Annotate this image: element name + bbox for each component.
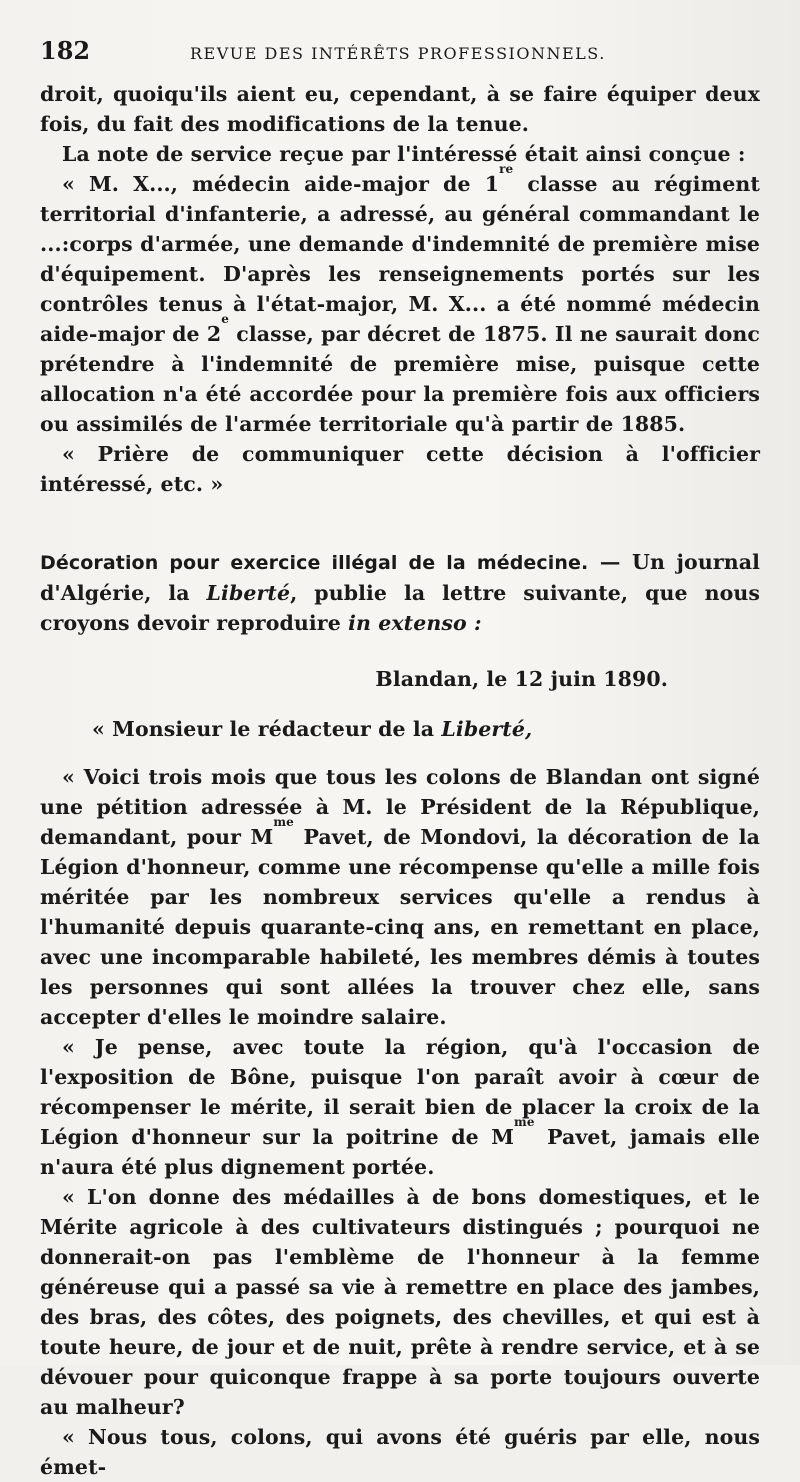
text-run: — Un journal d'Algérie, la bbox=[40, 550, 760, 605]
section-heading: Décoration pour exercice illégal de la médecine. bbox=[40, 552, 589, 574]
italic-run: Liberté, bbox=[441, 717, 533, 741]
page-number: 182 bbox=[40, 36, 91, 65]
text-run: « Je pense, avec toute la région, qu'à l'occasion de l'exposition de Bône, puisque l'on paraît avoir à cœur de récompenser le mérite, il serait bien de placer la croix de la Légion d'honneur sur la poitrine de M bbox=[40, 1035, 760, 1149]
text-run: Pavet, jamais elle n'aura été plus dignement portée. bbox=[40, 1125, 760, 1179]
italic-run: Liberté bbox=[206, 581, 291, 605]
paragraph: « Nous tous, colons, qui avons été guéris par elle, nous émet- bbox=[40, 1425, 760, 1479]
text-run: , publie la lettre suivante, que nous croyons devoir reproduire bbox=[40, 581, 760, 635]
superscript: re bbox=[499, 162, 514, 176]
paragraph bbox=[40, 1032, 760, 1182]
paragraph: « Prière de communiquer cette décision à l'officier intéressé, etc. » bbox=[40, 442, 760, 496]
page-header bbox=[40, 36, 760, 65]
text-run: classe, par décret de 1875. Il ne saurait donc prétendre à l'indemnité de première mise, puisque cette allocation n'a été accordée pour la première fois aux officiers ou assimilés de l'armée territoriale qu'à partir de 1885. bbox=[40, 322, 760, 436]
running-title: REVUE DES INTÉRÊTS PROFESSIONNELS. bbox=[190, 44, 606, 63]
paragraph bbox=[40, 762, 760, 1032]
superscript: e bbox=[221, 312, 230, 326]
letter-salutation bbox=[40, 714, 760, 744]
text-run: « M. X..., médecin aide-major de 1 bbox=[62, 172, 500, 196]
italic-run: in extenso : bbox=[348, 611, 482, 635]
paragraph: « L'on donne des médailles à de bons domestiques, et le Mérite agricole à des cultivateurs distingués ; pourquoi ne donnerait-on pas l'emblème de l'honneur à la femme généreuse qui a passé sa vie à remettre en place des jambes, des bras, des côtes, des poignets, des chevilles, et qui est à toute heure, de jour et de nuit, prête à rendre service, et à se dévouer pour quiconque frappe à sa porte toujours ouverte au malheur? bbox=[40, 1185, 760, 1419]
superscript: me bbox=[273, 815, 294, 829]
section-paragraph bbox=[40, 547, 760, 638]
text-run: « Monsieur le rédacteur de la bbox=[92, 717, 442, 741]
text-run: « Voici trois mois que tous les colons de Blandan ont signé une pétition adressée à M. le Président de la République, demandant, pour M bbox=[40, 765, 760, 849]
paragraph-quoted-note bbox=[40, 162, 760, 439]
letter-date: Blandan, le 12 juin 1890. bbox=[375, 667, 668, 691]
text-run: Pavet, de Mondovi, la décoration de la Légion d'honneur, comme une récompense qu'elle a mille fois méritée par les nombreux services qu'elle a rendus à l'humanité depuis quarante-cinq ans, en remettant en place, avec une incomparable habileté, les membres démis à toutes les personnes qui sont allées la trouver chez elle, sans accepter d'elles le moindre salaire. bbox=[40, 825, 760, 1029]
text-run: classe au régiment territorial d'infanterie, a adressé, au général commandant le ...:corps d'armée, une demande d'indemnité de première mise d'équipement. D'après les renseignements portés sur les contrôles tenus à l'état-major, M. X... a été nommé médecin aide-major de 2 bbox=[40, 172, 760, 346]
paragraph: La note de service reçue par l'intéressé était ainsi conçue : bbox=[62, 142, 746, 166]
article-body bbox=[40, 79, 760, 1482]
paragraph: droit, quoiqu'ils aient eu, cependant, à se faire équiper deux fois, du fait des modifications de la tenue. bbox=[40, 82, 760, 136]
superscript: me bbox=[514, 1115, 535, 1129]
